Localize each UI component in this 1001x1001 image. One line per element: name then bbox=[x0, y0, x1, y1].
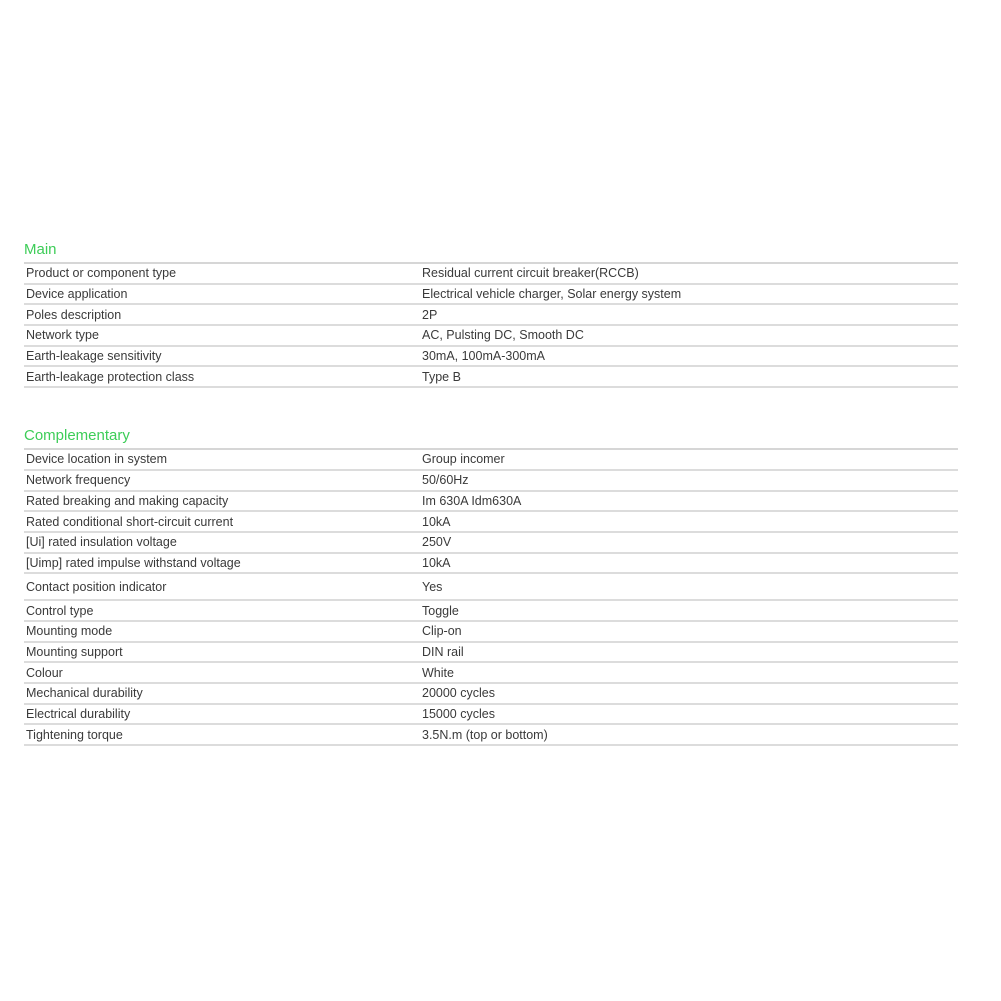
spec-value: Residual current circuit breaker(RCCB) bbox=[420, 263, 958, 284]
spec-label: Mounting mode bbox=[24, 621, 420, 642]
table-row bbox=[24, 573, 958, 600]
table-row bbox=[24, 491, 958, 512]
table-row bbox=[24, 304, 958, 325]
table-row bbox=[24, 325, 958, 346]
table-row bbox=[24, 511, 958, 532]
spec-value: Im 630A Idm630A bbox=[420, 491, 958, 512]
spec-value: 50/60Hz bbox=[420, 470, 958, 491]
table-row bbox=[24, 724, 958, 745]
spec-label: Network type bbox=[24, 325, 420, 346]
spec-value: Clip-on bbox=[420, 621, 958, 642]
spec-value: 20000 cycles bbox=[420, 683, 958, 704]
table-row bbox=[24, 621, 958, 642]
spec-label: Colour bbox=[24, 662, 420, 683]
spec-label: Earth-leakage sensitivity bbox=[24, 346, 420, 367]
spec-sheet bbox=[24, 238, 958, 746]
spec-label: Poles description bbox=[24, 304, 420, 325]
spec-label: Earth-leakage protection class bbox=[24, 366, 420, 387]
spec-value: DIN rail bbox=[420, 642, 958, 663]
spec-label: Network frequency bbox=[24, 470, 420, 491]
spec-value: 250V bbox=[420, 532, 958, 553]
spec-value: 2P bbox=[420, 304, 958, 325]
table-row bbox=[24, 683, 958, 704]
spec-value: 10kA bbox=[420, 511, 958, 532]
spec-label: Rated breaking and making capacity bbox=[24, 491, 420, 512]
section-title-main: Main bbox=[24, 241, 57, 258]
table-row bbox=[24, 263, 958, 284]
spec-value: Group incomer bbox=[420, 449, 958, 470]
spec-label: Rated conditional short-circuit current bbox=[24, 511, 420, 532]
spec-value: 3.5N.m (top or bottom) bbox=[420, 724, 958, 745]
section-title-complementary: Complementary bbox=[24, 427, 130, 445]
spec-label: Mounting support bbox=[24, 642, 420, 663]
spec-value: 10kA bbox=[420, 553, 958, 574]
spec-value: Toggle bbox=[420, 600, 958, 621]
spec-label: Tightening torque bbox=[24, 724, 420, 745]
spec-label: Mechanical durability bbox=[24, 683, 420, 704]
spec-table-main bbox=[24, 262, 958, 388]
table-row bbox=[24, 532, 958, 553]
spec-label: Device application bbox=[24, 284, 420, 305]
spec-label: Device location in system bbox=[24, 449, 420, 470]
spec-label: Product or component type bbox=[24, 263, 420, 284]
spec-value: AC, Pulsting DC, Smooth DC bbox=[420, 325, 958, 346]
table-row bbox=[24, 553, 958, 574]
spec-value: Yes bbox=[420, 573, 958, 600]
spec-label: Electrical durability bbox=[24, 704, 420, 725]
table-row bbox=[24, 284, 958, 305]
table-row bbox=[24, 470, 958, 491]
spec-value: 15000 cycles bbox=[420, 704, 958, 725]
section-spacer bbox=[24, 388, 958, 424]
table-row bbox=[24, 704, 958, 725]
spec-value: 30mA, 100mA-300mA bbox=[420, 346, 958, 367]
table-row bbox=[24, 449, 958, 470]
spec-label: [Uimp] rated impulse withstand voltage bbox=[24, 553, 420, 574]
spec-label: [Ui] rated insulation voltage bbox=[24, 532, 420, 553]
spec-label: Control type bbox=[24, 600, 420, 621]
table-row bbox=[24, 642, 958, 663]
table-row bbox=[24, 600, 958, 621]
spec-table-complementary bbox=[24, 448, 958, 746]
table-row bbox=[24, 662, 958, 683]
spec-value: White bbox=[420, 662, 958, 683]
spec-value: Electrical vehicle charger, Solar energy system bbox=[420, 284, 958, 305]
table-row bbox=[24, 346, 958, 367]
spec-value: Type B bbox=[420, 366, 958, 387]
spec-label: Contact position indicator bbox=[24, 573, 420, 600]
table-row bbox=[24, 366, 958, 387]
